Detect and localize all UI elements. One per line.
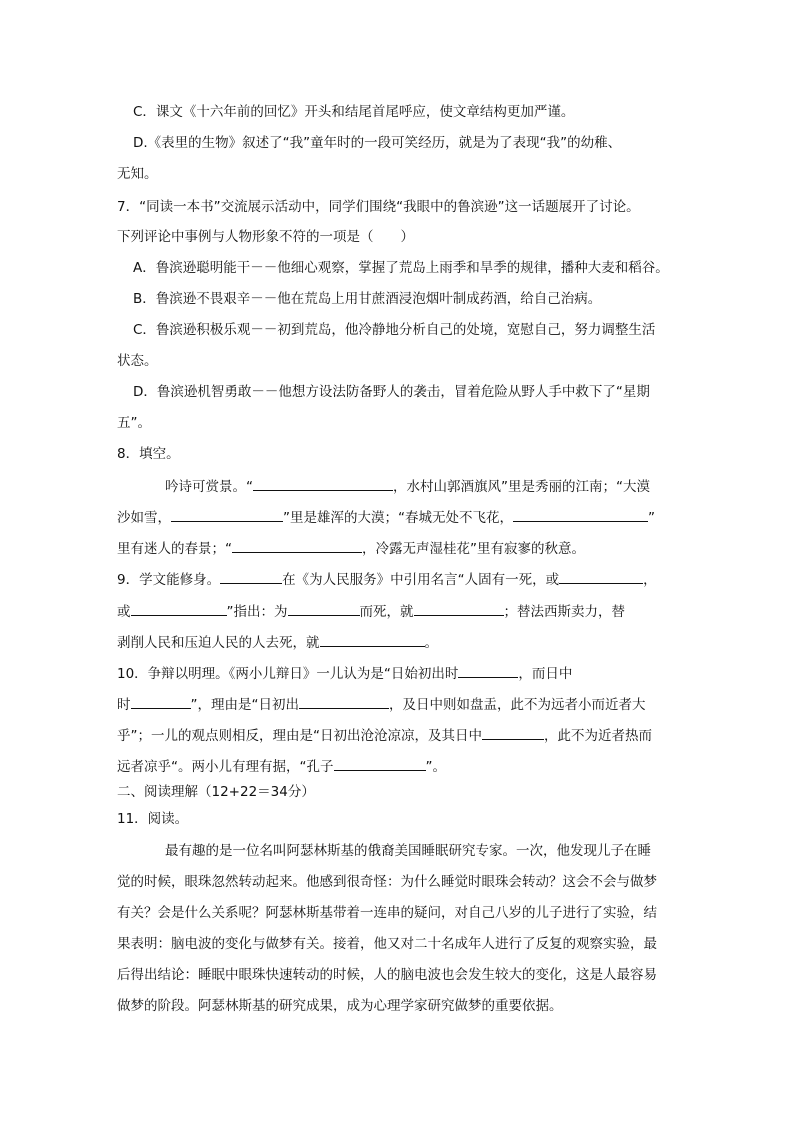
blank-field[interactable]	[232, 537, 362, 553]
passage-line-2: 觉的时候，眼珠忽然转动起来。他感到很奇怪：为什么睡觉时眼珠会转动？这会不会与做梦	[117, 874, 657, 890]
option-d-prev: D.《表里的生物》叙述了“我”童年时的一段可笑经历，就是为了表现“我”的幼稚、	[133, 135, 622, 151]
passage-line-4: 果表明：脑电波的变化与做梦有关。接着，他又对二十名成年人进行了反复的观察实验，最	[117, 936, 657, 952]
passage-line-6: 做梦的阶段。阿瑟林斯基的研究成果，成为心理学家研究做梦的重要依据。	[117, 998, 563, 1014]
blank-field[interactable]	[288, 600, 360, 616]
question-8-line-1: 吟诗可赏景。“ ，水村山郭酒旗风”里是秀丽的江南；“大漠	[165, 475, 650, 497]
question-7-option-d: D．鲁滨逊机智勇敢－－他想方设法防备野人的袭击，冒着危险从野人手中救下了“星期	[133, 384, 650, 400]
blank-field[interactable]	[253, 475, 393, 491]
question-7-stem-cont: 下列评论中事例与人物形象不符的一项是（ ）	[117, 229, 414, 245]
blank-field[interactable]	[171, 506, 283, 522]
question-9-line-2: 或 ”指出：为 而死，就 ；替法西斯卖力，替	[117, 600, 625, 622]
blank-field[interactable]	[334, 755, 426, 771]
question-9-line-3: 剥削人民和压迫人民的人去死，就 。	[117, 631, 438, 653]
question-9-line-1: 9．学文能修身。 在《为人民服务》中引用名言“人固有一死，或 ，	[117, 568, 657, 590]
question-10-line-1: 10．争辩以明理。《两小儿辩日》一儿认为是“日始初出时 ，而日中	[117, 662, 572, 684]
question-8-line-3: 里有迷人的春景；“ ，冷露无声湿桂花”里有寂寥的秋意。	[117, 537, 585, 559]
passage-line-5: 后得出结论：睡眠中眼珠快速转动的时候，人的脑电波也会发生较大的变化，这是人最容易	[117, 967, 657, 983]
question-7-option-c: C．鲁滨逊积极乐观－－初到荒岛，他冷静地分析自己的处境，宽慰自己，努力调整生活	[133, 322, 656, 338]
option-7c-prev: C．课文《十六年前的回忆》开头和结尾首尾呼应，使文章结构更加严谨。	[133, 104, 575, 120]
blank-field[interactable]	[513, 506, 648, 522]
blank-field[interactable]	[220, 568, 282, 584]
question-10-line-2: 时 ”，理由是“日初出 ，及日中则如盘盂，此不为远者小而近者大	[117, 693, 646, 715]
question-7-option-b: B．鲁滨逊不畏艰辛－－他在荒岛上用甘蔗酒浸泡烟叶制成药酒，给自己治病。	[133, 291, 602, 307]
question-10-line-4: 远者凉乎“。两小儿有理有据，“孔子 ”。	[117, 755, 446, 777]
question-10-line-3: 乎”；一儿的观点则相反，理由是“日初出沧沧凉凉，及其日中 ，此不为近者热而	[117, 724, 652, 746]
blank-field[interactable]	[458, 662, 518, 678]
question-11-title: 11．阅读。	[117, 811, 189, 827]
passage-line-1: 最有趣的是一位名叫阿瑟林斯基的俄裔美国睡眠研究专家。一次，他发现儿子在睡	[165, 843, 651, 859]
question-7-option-a: A．鲁滨逊聪明能干－－他细心观察，掌握了荒岛上雨季和旱季的规律，播种大麦和稻谷。	[133, 260, 669, 276]
blank-field[interactable]	[559, 568, 643, 584]
question-7-option-d-cont: 五”。	[117, 415, 151, 431]
passage-line-3: 有关？会是什么关系呢？阿瑟林斯基带着一连串的疑问，对自己八岁的儿子进行了实验，结	[117, 905, 657, 921]
blank-field[interactable]	[482, 724, 544, 740]
blank-field[interactable]	[131, 600, 227, 616]
question-8-line-2: 沙如雪， ”里是雄浑的大漠；“春城无处不飞花， ”	[117, 506, 655, 528]
option-d-cont: 无知。	[117, 166, 158, 182]
blank-field[interactable]	[320, 631, 425, 647]
question-8-title: 8．填空。	[117, 446, 180, 462]
blank-field[interactable]	[414, 600, 504, 616]
section-2-heading: 二、阅读理解（12+22＝34分）	[117, 784, 315, 800]
question-7-option-c-cont: 状态。	[117, 353, 158, 369]
blank-field[interactable]	[131, 693, 191, 709]
question-7-stem: 7．“同读一本书”交流展示活动中，同学们围绕“我眼中的鲁滨逊”这一话题展开了讨论。	[117, 199, 640, 215]
blank-field[interactable]	[299, 693, 389, 709]
